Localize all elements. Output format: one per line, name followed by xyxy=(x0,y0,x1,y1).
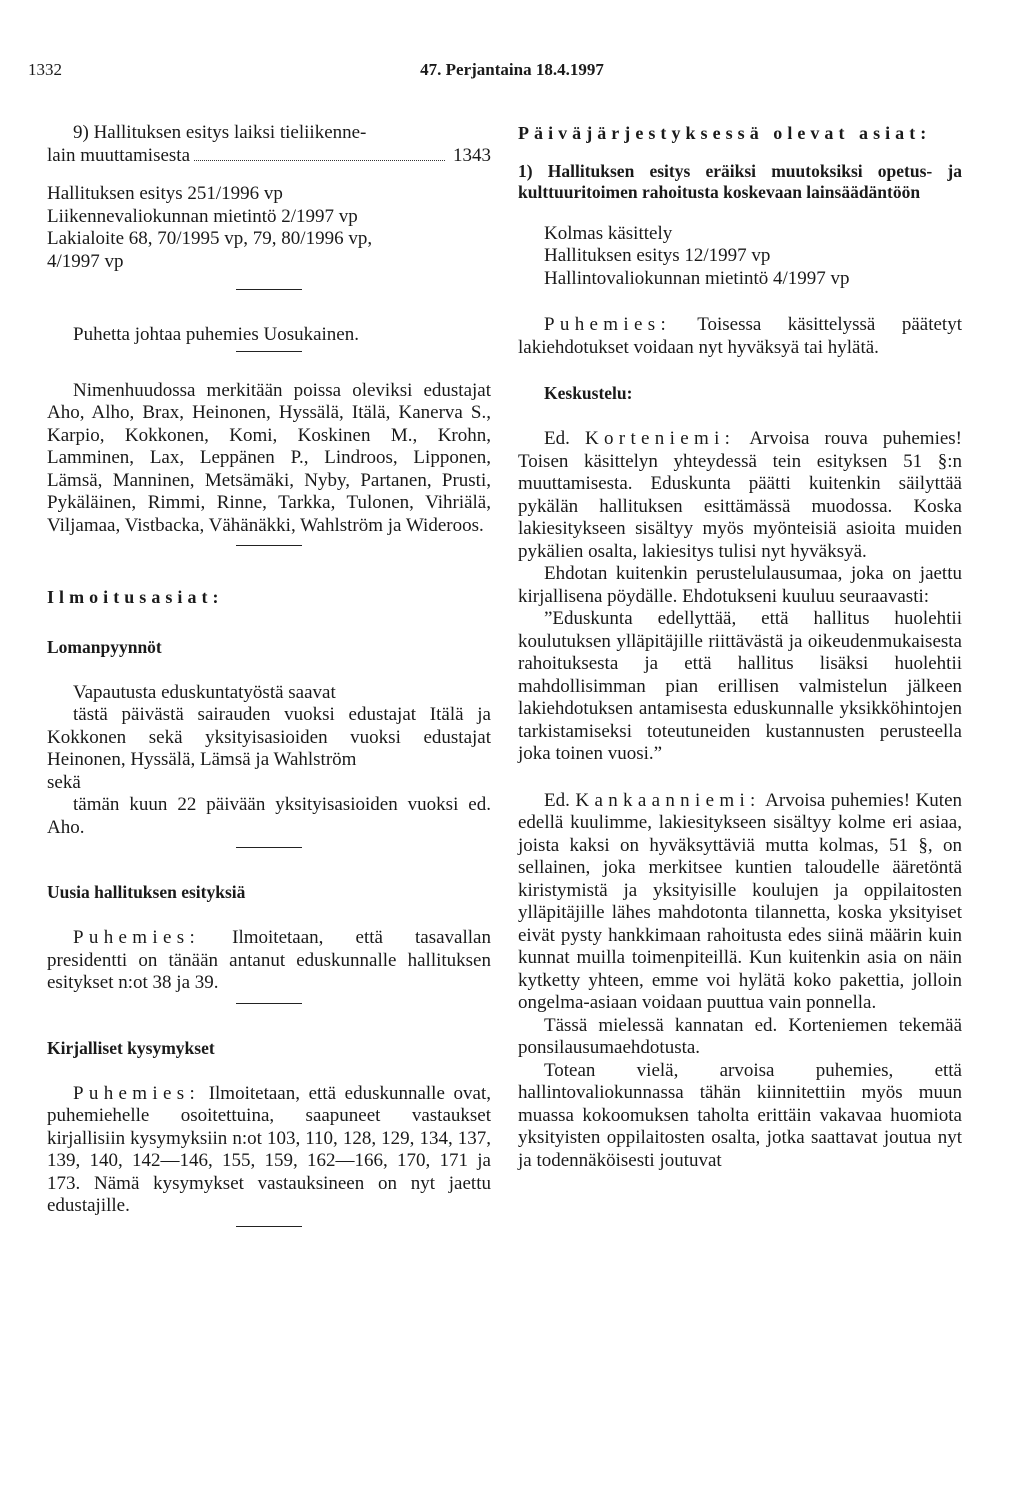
speaker-name: Puhemies: xyxy=(544,314,672,335)
item1-title: 1) Hallituksen esitys eräiksi muutoksiksi opetus- ja kulttuuritoimen rahoitusta koskevaan lainsäädäntöön xyxy=(518,160,962,202)
speaker-name: Puhemies: xyxy=(73,927,201,948)
chair-note: Puhetta johtaa puhemies Uosukainen. xyxy=(73,324,359,345)
speech-paragraph: Tässä mielessä kannatan ed. Korteniemen tekemää ponsilausumaehdotusta. xyxy=(518,1014,962,1058)
speaker-name: Puhemies: xyxy=(73,1082,201,1104)
left-column xyxy=(47,122,491,1227)
speaker-name: Korteniemi: xyxy=(584,428,736,449)
separator-rule xyxy=(236,1226,302,1227)
leave-conjunction: sekä xyxy=(47,771,81,793)
item1-ref: Kolmas käsittely xyxy=(544,222,673,244)
speaker-name: Kankaanniemi: xyxy=(575,789,761,811)
speech-paragraph: Ehdotan kuitenkin perustelulausumaa, joka on jaettu kirjallisena pöydälle. Ehdotukseni kuuluu seuraavasti: xyxy=(518,563,962,607)
speech-text: Arvoisa puhemies! Kuten edellä kuulimme, lakiesitykseen sisältyy kolme eri asiaa, joista kaksi on hyväksyttäviä mutta kolmas, 51 §, on sellainen, joka merkitsee kuntien taloudelle ääretöntä kiristymistä ja yksityisille koulujen ja oppilaitosten ylläpitäjille lähes mahdotonta tilannetta, koska yksityiset eivät pysty hankkimaan rahoitusta edes siinä määrin kuin kunnat muilla toimenpiteillä. Kun kuitenkin asia on näin kytketty yhteen, emme voi hylätä koko pakettia, jolloin ongelma-asiaan voidaan puuttua vain ponnella. xyxy=(518,789,963,1013)
new-bills-text: Ilmoitetaan, että tasavallan presidentti on tänään antanut eduskunnalle hallituksen esitykset n:ot 38 ja 39. xyxy=(47,927,491,993)
speech-paragraph: Totean vielä, arvoisa puhemies, että hallintovaliokunnassa tähän kiinnitettiin myös muun muassa kokoomuksen taholta erittäin vakavaa huomiota yksityisten oppilaitosten osalta, jotka saattavat joutua nyt ja todennäköisesti joutuvat xyxy=(518,1059,962,1171)
discussion-heading: Keskustelu: xyxy=(544,383,633,403)
written-questions-paragraph xyxy=(47,1083,491,1218)
written-questions-text: Ilmoitetaan, että eduskunnalle ovat, puhemiehelle osoitettuina, saapuneet vastaukset kirjallisiin kysymyksiin n:ot 103, 110, 128, 129, 134, 137, 139, 140, 142—146, 155, 159, 162—166, 170, 171 ja 173. Nämä kysymykset vastauksineen on nyt jaettu edustajille. xyxy=(47,1082,491,1216)
leave-intro: Vapautusta eduskuntatyöstä saavat xyxy=(73,681,336,703)
leave-paragraph: tästä päivästä sairauden vuoksi edustajat Itälä ja Kokkonen sekä yksityisasioiden vuoksi edustajat Heinonen, Hyssälä, Lämsä ja Wahlström xyxy=(47,704,491,770)
korteniemi-speech xyxy=(518,428,962,563)
item9-ref: 4/1997 vp xyxy=(47,250,124,272)
item9-title-line2: lain muuttamisesta xyxy=(47,144,191,166)
item9-page-ref: 1343 xyxy=(453,144,491,166)
speaker-prefix: Ed. xyxy=(544,789,570,811)
toc-leader xyxy=(194,160,445,161)
proposal-quote: ”Eduskunta edellyttää, että hallitus huolehtii koulutuksen ylläpitäjille riittävästä ja oikeudenmukaisesta rahoituksesta ja että hallitus lisäksi huolehtii mahdollisimman pian erillisen valmistelun jälkeen lakiehdotuksen antamisesta eduskunnalle yksikköhintojen tarkistamiseksi toteutuneiden kustannusten perusteella joka toinen vuosi.” xyxy=(518,608,962,764)
item9-ref: Hallituksen esitys 251/1996 vp xyxy=(47,183,283,204)
issue-header: 47. Perjantaina 18.4.1997 xyxy=(420,60,604,79)
item9-toc-line xyxy=(47,145,491,168)
kankaanniemi-speech xyxy=(518,790,962,1015)
item9-ref: Liikennevaliokunnan mietintö 2/1997 vp xyxy=(47,205,358,227)
right-column xyxy=(518,122,962,1172)
speaker-prefix: Ed. xyxy=(544,428,570,449)
speech-text: Arvoisa rouva puhemies! Toisen käsittelyn yhteydessä tein esityksen 51 §:n muuttamisesta. Eduskunta päätti kuitenkin säilyttää pykälän hallituksen esittämässä muodossa. Koska lakiesitykseen sisältyy myös myönteisiä asioita muiden pykälien osalta, lakiesitys tulisi nyt hyväksyä. xyxy=(518,428,963,562)
new-bills-heading: Uusia hallituksen esityksiä xyxy=(47,882,246,902)
chair-statement-text: Toisessa käsittelyssä päätetyt lakiehdotukset voidaan nyt hyväksyä tai hylätä. xyxy=(518,314,962,358)
page-number: 1332 xyxy=(28,60,62,79)
item1-ref: Hallintovaliokunnan mietintö 4/1997 vp xyxy=(544,267,850,289)
leave-paragraph: tämän kuun 22 päivään yksityisasioiden vuoksi ed. Aho. xyxy=(47,794,491,838)
chair-statement xyxy=(518,314,962,359)
announcements-heading: Ilmoitusasiat: xyxy=(47,587,224,607)
written-questions-heading: Kirjalliset kysymykset xyxy=(47,1037,215,1058)
item1-ref: Hallituksen esitys 12/1997 vp xyxy=(544,245,771,266)
leave-heading: Lomanpyynnöt xyxy=(47,636,162,657)
agenda-heading: Päiväjärjestyksessä olevat asiat: xyxy=(518,123,932,143)
new-bills-paragraph xyxy=(47,927,491,995)
item9-ref: Lakialoite 68, 70/1995 vp, 79, 80/1996 vp, xyxy=(47,228,373,249)
rollcall-paragraph: Nimenhuudossa merkitään poissa oleviksi edustajat Aho, Alho, Brax, Heinonen, Hyssälä, Itälä, Kanerva S., Karpio, Kokkonen, Komi, Koskinen M., Krohn, Lamminen, Lax, Leppänen P., Lindroos, Lipponen, Lämsä, Manninen, Metsämäki, Nyby, Partanen, Prusti, Pykäläinen, Rimmi, Rinne, Tarkka, Tulonen, Vihriälä, Viljamaa, Vistbacka, Vähänäkki, Wahlström ja Wideroos. xyxy=(47,379,491,536)
item9-title-line1: 9) Hallituksen esitys laiksi tieliikenne- xyxy=(73,122,367,143)
